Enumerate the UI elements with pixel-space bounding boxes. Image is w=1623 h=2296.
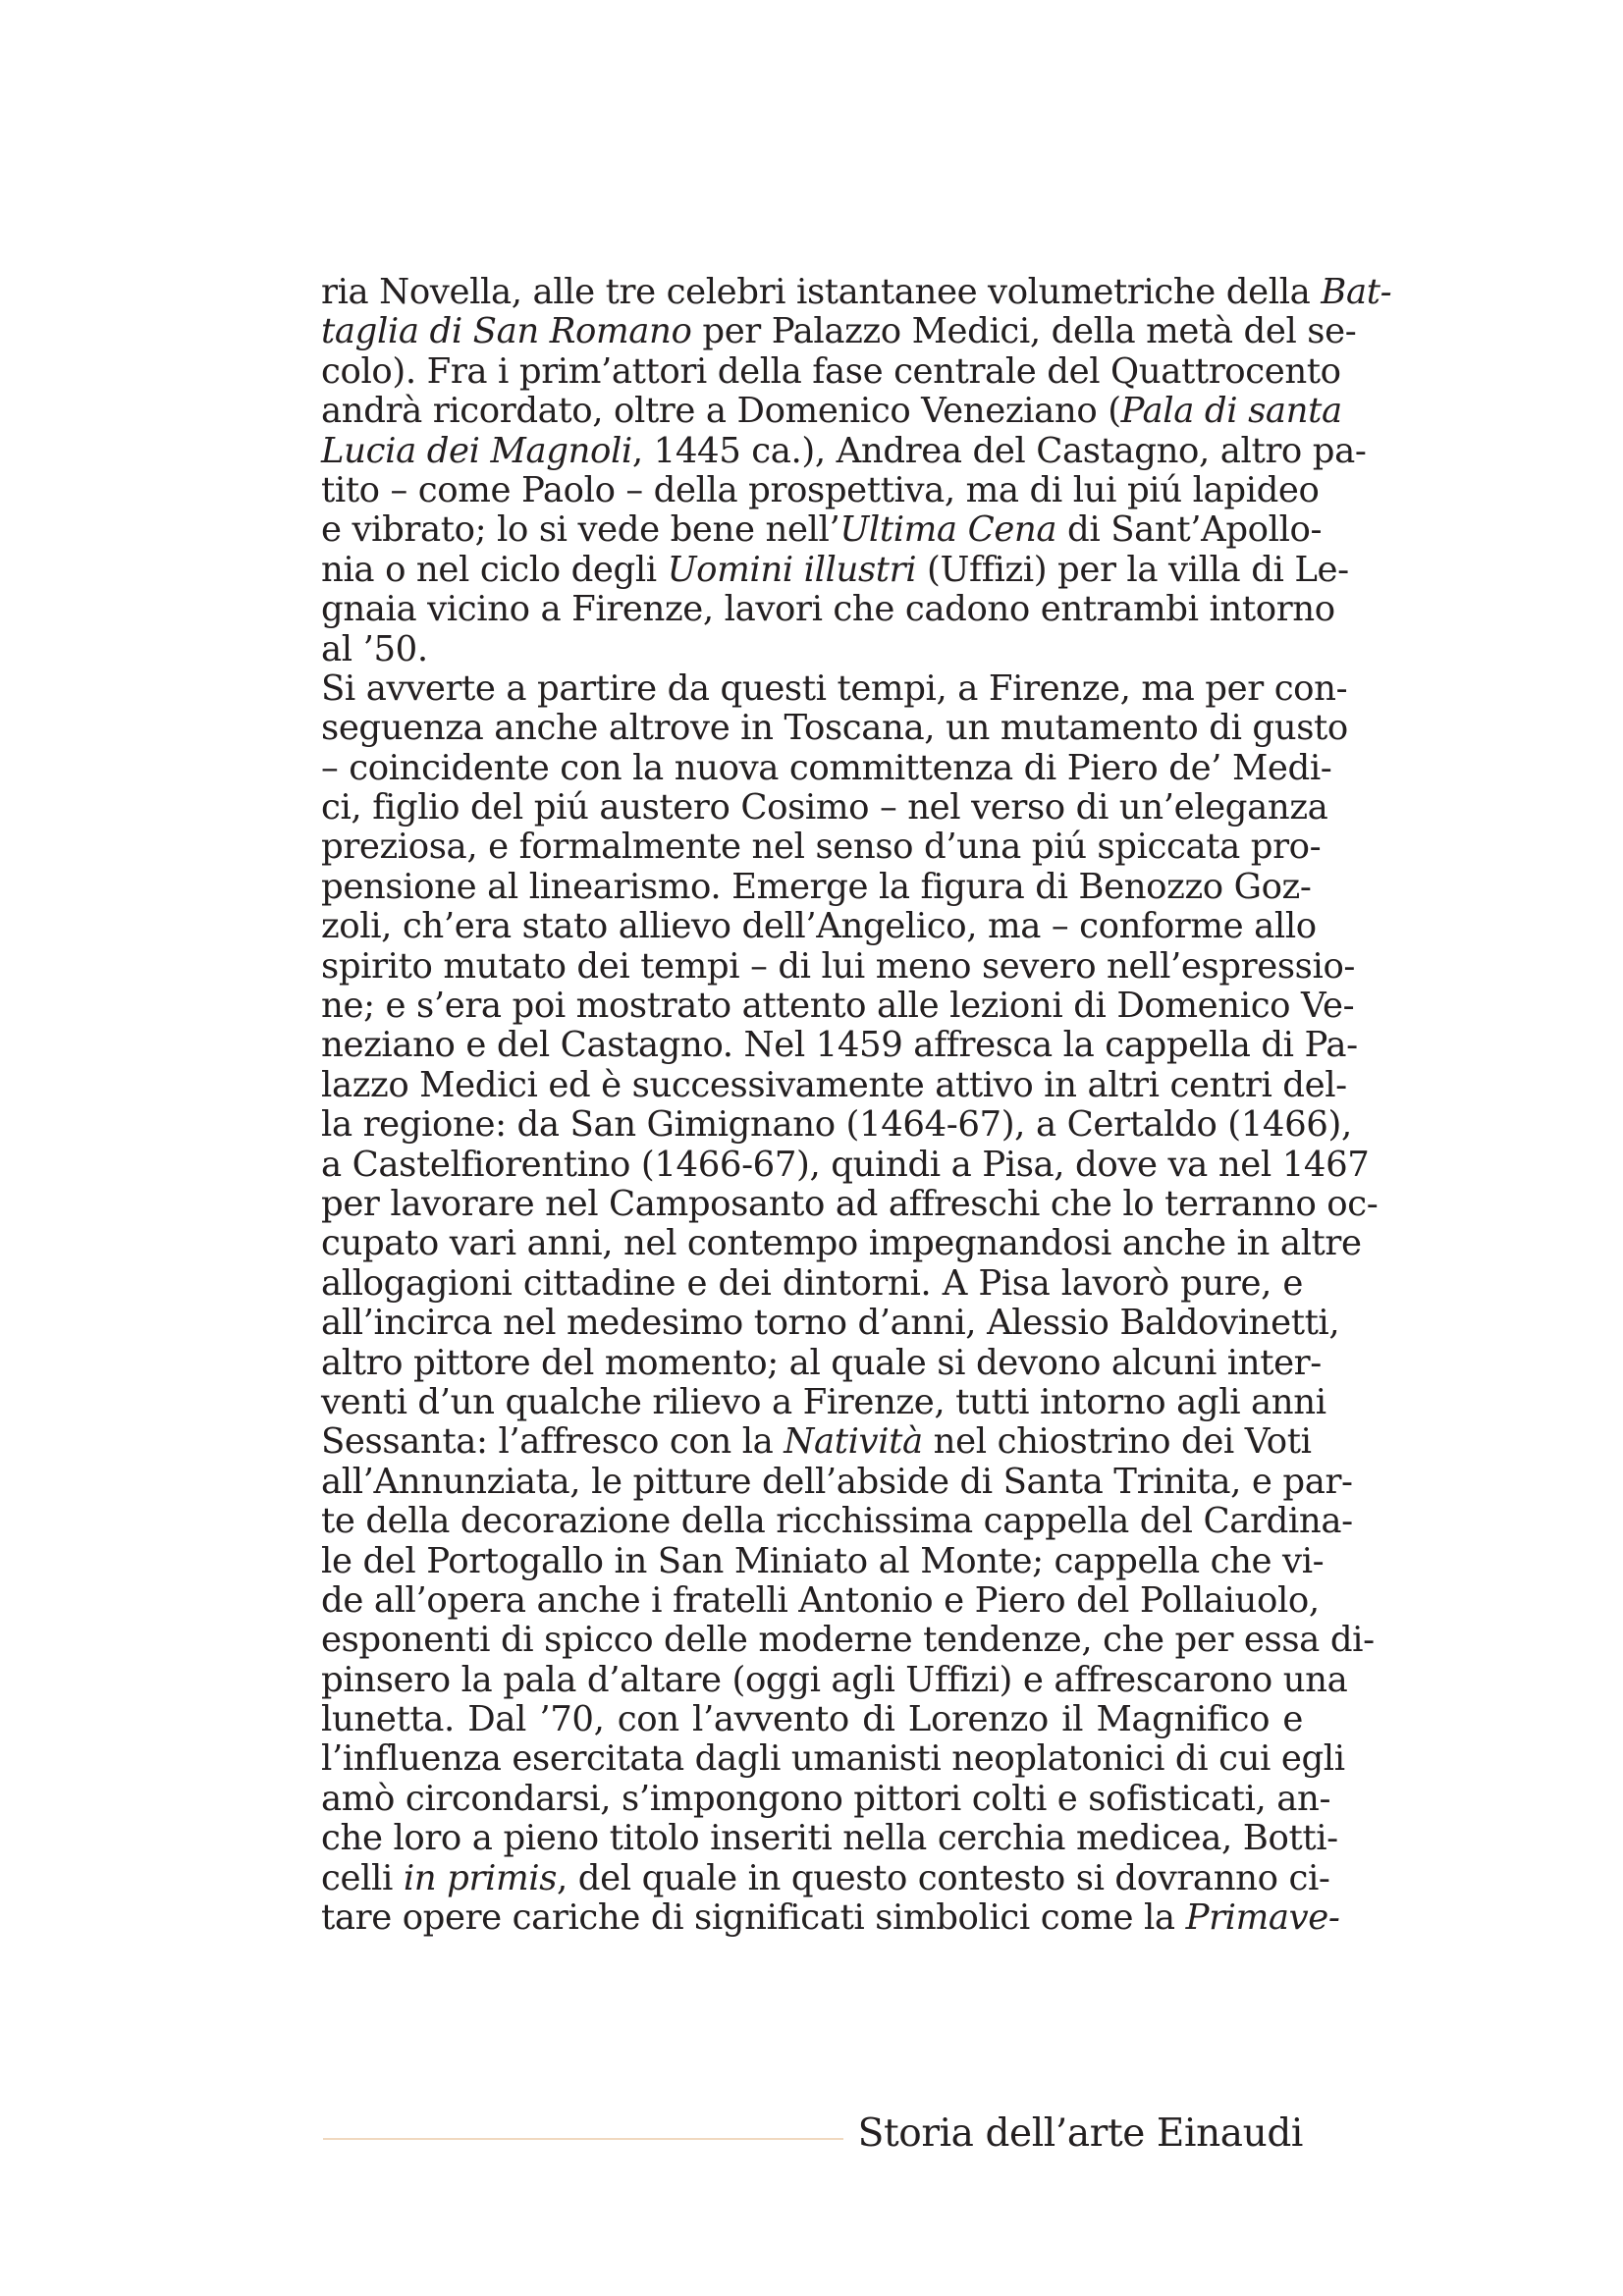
- text-line: [321, 708, 1348, 749]
- text-line: [321, 1857, 1330, 1898]
- text-span: neziano e del Castagno. Nel 1459 affresca la cappella di Pa-: [321, 1025, 1358, 1066]
- italic-title-text: Natività: [784, 1421, 923, 1463]
- text-line: [321, 787, 1328, 828]
- text-line: [321, 1183, 1379, 1224]
- text-line: [321, 1897, 1340, 1939]
- text-line: [321, 906, 1317, 947]
- text-span: l’influenza esercitata dagli umanisti neoplatonici di cui egli: [321, 1738, 1345, 1780]
- text-span: venti d’un qualche rilievo a Firenze, tutti intorno agli anni: [321, 1381, 1326, 1422]
- text-span: la regione: da San Gimignano (1464-67), a Certaldo (1466),: [321, 1104, 1352, 1146]
- text-line: [321, 1064, 1347, 1105]
- text-span: le del Portogallo in San Miniato al Monte; cappella che vi-: [321, 1540, 1325, 1581]
- text-span: ci, figlio del piú austero Cosimo – nel verso di un’eleganza: [321, 787, 1328, 828]
- text-span: cupato vari anni, nel contempo impegnandosi anche in altre: [321, 1223, 1362, 1264]
- text-span: di Sant’Apollo-: [1056, 509, 1323, 551]
- text-line: [321, 1540, 1325, 1581]
- text-line: [321, 630, 1303, 669]
- text-line: [321, 1104, 1352, 1146]
- text-line: [321, 1501, 1353, 1542]
- body-text: [321, 272, 1392, 1939]
- text-span: amò circondarsi, s’impongono pittori colti e sofisticati, an-: [321, 1778, 1331, 1819]
- text-span: pinsero la pala d’altare (oggi agli Uffizi) e affrescarono una: [321, 1659, 1348, 1700]
- text-span: altro pittore del momento; al quale si devono alcuni inter-: [321, 1342, 1322, 1383]
- italic-title-text: Bat-: [1321, 272, 1392, 312]
- italic-title-text: Uomini illustri: [667, 549, 917, 590]
- text-line: [321, 509, 1323, 551]
- italic-title-text: Lucia dei Magnoli: [321, 430, 632, 471]
- text-line: [321, 667, 1348, 709]
- text-line: [321, 1778, 1331, 1819]
- text-line: [321, 1818, 1338, 1859]
- italic-title-text: Ultima Cena: [839, 509, 1057, 551]
- text-line: [321, 311, 1357, 352]
- text-span: celli: [321, 1857, 404, 1898]
- text-span: che loro a pieno titolo inseriti nella cerchia medicea, Botti-: [321, 1818, 1338, 1859]
- text-line: [321, 589, 1335, 630]
- text-span: all’Annunziata, le pitture dell’abside di Santa Trinita, e par-: [321, 1461, 1353, 1502]
- text-span: andrà ricordato, oltre a Domenico Veneziano (: [321, 391, 1121, 432]
- text-line: [321, 1223, 1362, 1264]
- text-span: ria Novella, alle tre celebri istantanee volumetriche della: [321, 272, 1322, 312]
- text-line: [321, 1659, 1348, 1700]
- text-span: , 1445 ca.), Andrea del Castagno, altro pa-: [631, 430, 1367, 471]
- text-line: [321, 986, 1355, 1027]
- text-span: (Uffizi) per la villa di Le-: [916, 549, 1349, 590]
- text-line: [321, 866, 1312, 907]
- text-line: [321, 272, 1392, 312]
- footer-title: Storia dell’arte Einaudi: [857, 2111, 1303, 2156]
- text-line: [321, 1421, 1312, 1463]
- text-span: a Castelfiorentino (1466-67), quindi a Pisa, dove va nel 1467: [321, 1144, 1370, 1185]
- text-span: all’incirca nel medesimo torno d’anni, Alessio Baldovinetti,: [321, 1303, 1340, 1344]
- footer-rule: [323, 2138, 843, 2140]
- text-line: [321, 1342, 1322, 1383]
- text-line: [321, 391, 1342, 432]
- text-line: [321, 1738, 1345, 1780]
- text-line: [321, 1381, 1326, 1422]
- text-span: ne; e s’era poi mostrato attento alle lezioni di Domenico Ve-: [321, 986, 1355, 1027]
- text-line: [321, 350, 1341, 392]
- text-span: seguenza anche altrove in Toscana, un mutamento di gusto: [321, 708, 1348, 749]
- text-line: [321, 1579, 1320, 1621]
- text-span: per lavorare nel Camposanto ad affreschi che lo terranno oc-: [321, 1183, 1379, 1224]
- text-line: [321, 549, 1349, 590]
- text-line: [321, 430, 1367, 471]
- text-span: e vibrato; lo si vede bene nell’: [321, 509, 840, 551]
- text-span: lazzo Medici ed è successivamente attivo in altri centri del-: [321, 1064, 1347, 1105]
- text-span: allogagioni cittadine e dei dintorni. A Pisa lavorò pure, e: [321, 1262, 1303, 1304]
- text-line: [321, 1700, 1303, 1739]
- text-span: colo). Fra i prim’attori della fase centrale del Quattrocento: [321, 350, 1341, 392]
- italic-title-text: taglia di San Romano: [321, 311, 692, 352]
- text-span: nel chiostrino dei Voti: [922, 1421, 1312, 1463]
- italic-title-text: Primave-: [1185, 1897, 1340, 1939]
- text-span: pensione al linearismo. Emerge la figura di Benozzo Goz-: [321, 866, 1312, 907]
- text-span: – coincidente con la nuova committenza di Piero de’ Medi-: [321, 747, 1332, 788]
- text-span: preziosa, e formalmente nel senso d’una piú spiccata pro-: [321, 827, 1322, 868]
- text-span: al ’50.: [321, 628, 428, 669]
- text-span: lunetta. Dal ’70, con l’avvento di Lorenzo il Magnifico e: [321, 1699, 1303, 1740]
- text-line: [321, 1025, 1358, 1066]
- text-span: esponenti di spicco delle moderne tendenze, che per essa di-: [321, 1620, 1375, 1661]
- text-line: [321, 1303, 1340, 1344]
- text-span: de all’opera anche i fratelli Antonio e Piero del Pollaiuolo,: [321, 1579, 1320, 1621]
- text-span: tare opere cariche di significati simbolici come la: [321, 1897, 1186, 1939]
- text-line: [321, 1264, 1303, 1304]
- text-line: [321, 1461, 1353, 1502]
- text-span: tito – come Paolo – della prospettiva, ma di lui piú lapideo: [321, 469, 1320, 510]
- text-span: Si avverte a partire da questi tempi, a Firenze, ma per con-: [321, 667, 1348, 709]
- text-span: te della decorazione della ricchissima cappella del Cardina-: [321, 1501, 1353, 1542]
- text-line: [321, 1144, 1370, 1185]
- italic-title-text: Pala di santa: [1120, 391, 1342, 432]
- text-span: spirito mutato dei tempi – di lui meno severo nell’espressio-: [321, 945, 1356, 987]
- text-span: per Palazzo Medici, della metà del se-: [691, 311, 1357, 352]
- text-span: zoli, ch’era stato allievo dell’Angelico, ma – conforme allo: [321, 906, 1317, 947]
- text-line: [321, 945, 1356, 987]
- text-span: nia o nel ciclo degli: [321, 549, 668, 590]
- text-line: [321, 1620, 1375, 1661]
- text-line: [321, 469, 1320, 510]
- text-line: [321, 827, 1322, 868]
- text-span: gnaia vicino a Firenze, lavori che cadono entrambi intorno: [321, 589, 1335, 630]
- text-line: [321, 747, 1332, 788]
- text-span: , del quale in questo contesto si dovranno ci-: [557, 1857, 1330, 1898]
- text-span: Sessanta: l’affresco con la: [321, 1421, 784, 1463]
- italic-title-text: in primis: [403, 1857, 558, 1898]
